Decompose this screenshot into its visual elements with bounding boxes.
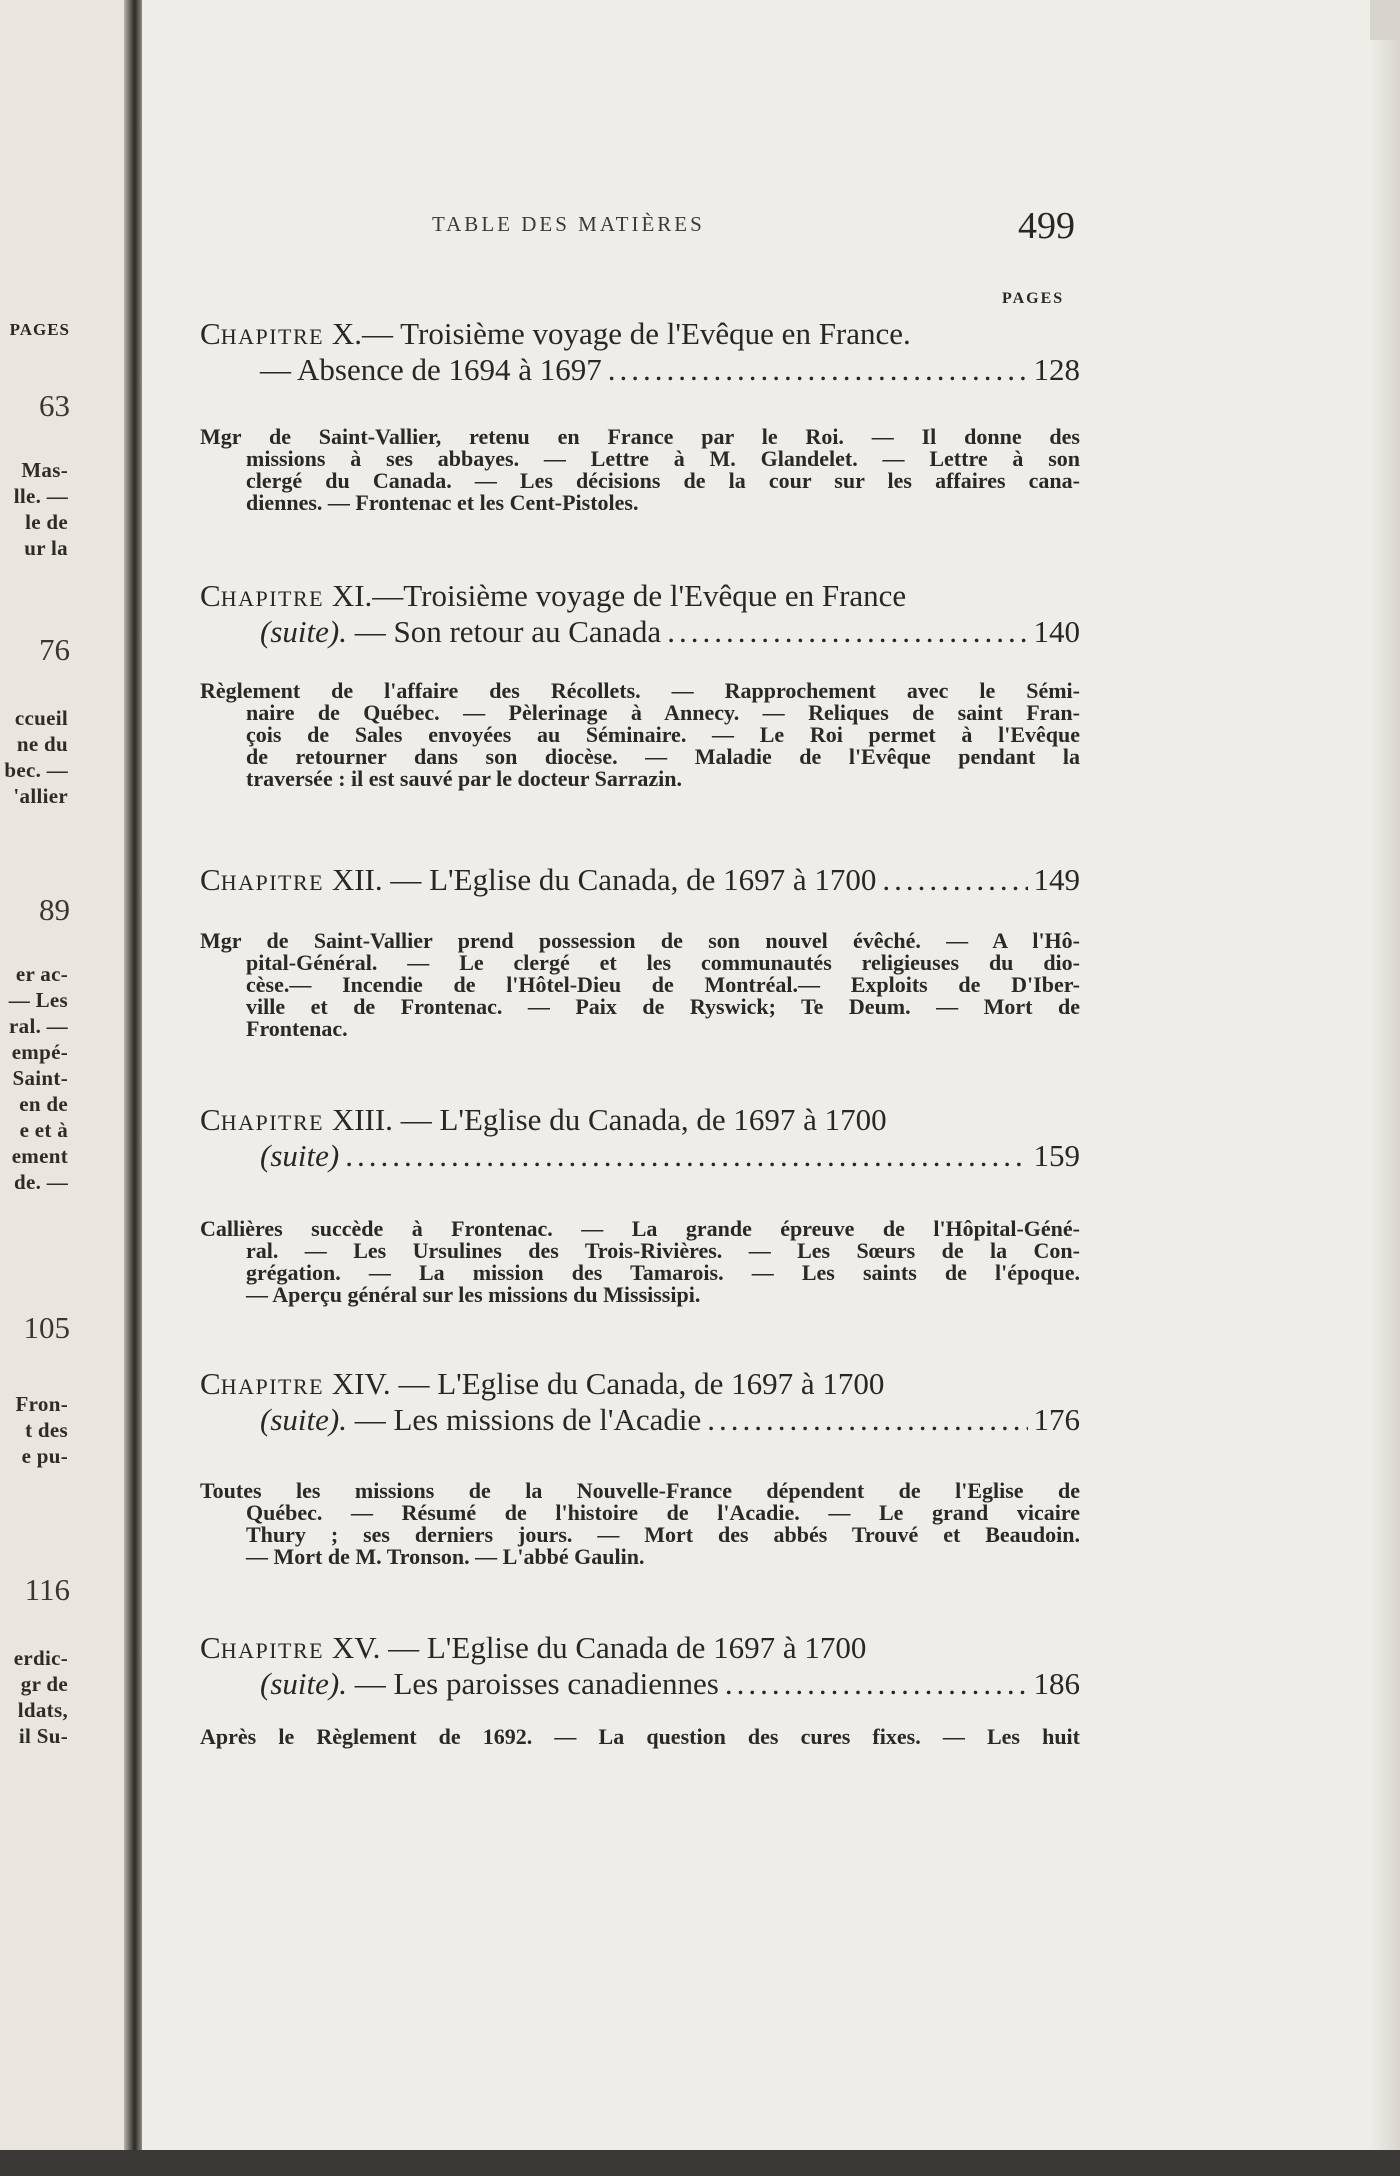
left-fragment: de. — xyxy=(14,1170,68,1194)
left-fragment: er ac- xyxy=(15,962,68,986)
left-page xyxy=(0,0,132,2150)
left-fragment: ral. — xyxy=(9,1014,68,1038)
left-fragment: ccueil xyxy=(14,706,68,730)
left-fragment: ldats, xyxy=(17,1698,68,1722)
left-fragment: 'allier xyxy=(13,784,68,808)
chapter-page-number: 149 xyxy=(1033,862,1080,897)
chapter-page-number: 176 xyxy=(1033,1402,1080,1437)
left-fragment: — Les xyxy=(8,988,68,1012)
chapter-heading-continued: (suite) ..... 159 xyxy=(260,1138,1080,1174)
chapter-heading: CHAPITRE X.— Troisième voyage de l'Evêque en France. xyxy=(200,316,911,351)
left-page-number: 116 xyxy=(24,1572,70,1607)
left-page-number: 105 xyxy=(23,1310,70,1345)
left-fragment: gr de xyxy=(20,1672,68,1696)
chapter-heading: CHAPITRE XII. — L'Eglise du Canada, de 1697 à 1700 ..... 149 xyxy=(200,862,1080,901)
bottom-shadow xyxy=(0,2150,1400,2176)
left-page-number: 76 xyxy=(39,632,70,667)
left-fragment: en de xyxy=(19,1092,68,1116)
left-fragment: Fron- xyxy=(15,1392,68,1416)
page-edge xyxy=(1370,40,1400,2150)
left-fragment: e pu- xyxy=(21,1444,68,1468)
left-fragment: Saint- xyxy=(12,1066,68,1090)
left-fragment: ement xyxy=(11,1144,68,1168)
chapter-heading-continued: (suite). — Les paroisses canadiennes ..... 186 xyxy=(260,1666,1080,1702)
chapter-page-number: 140 xyxy=(1033,614,1080,649)
left-fragment: erdic- xyxy=(13,1646,68,1670)
left-fragment: il Su- xyxy=(18,1724,68,1748)
chapter-heading-continued: (suite). — Les missions de l'Acadie ..... 176 xyxy=(260,1402,1080,1438)
chapter-page-number: 128 xyxy=(1033,352,1080,387)
left-fragment: le de xyxy=(25,510,68,534)
left-fragment: empé- xyxy=(11,1040,68,1064)
left-pages-label: PAGES xyxy=(9,320,70,339)
pages-column-label: PAGES xyxy=(1002,290,1065,307)
left-page-number: 63 xyxy=(39,388,70,423)
chapter-heading: CHAPITRE XIII. — L'Eglise du Canada, de 1697 à 1700 xyxy=(200,1102,887,1137)
chapter-heading-continued: (suite). — Son retour au Canada ..... 140 xyxy=(260,614,1080,650)
chapter-heading: CHAPITRE XI.—Troisième voyage de l'Evêque en France xyxy=(200,578,907,613)
chapter-summary: Règlement de l'affaire des Récollets. — Rapprochement avec le Sémi- naire de Québec. — Pèlerinage à Annecy. — Reliques de saint Fran- çois de Sales envoyées au Séminaire. — Le Roi permet à l'Evêque de retourner dans son diocèse. — Maladie de l'Evêque pendant la traversée : il est sauvé par le docteur Sarrazin. xyxy=(200,678,1080,791)
left-page-number: 89 xyxy=(39,892,70,927)
running-head: TABLE DES MATIÈRES xyxy=(432,212,705,236)
chapter-summary: Après le Règlement de 1692. — La question des cures fixes. — Les huit xyxy=(200,1724,1080,1749)
chapter-summary: Mgr de Saint-Vallier, retenu en France par le Roi. — Il donne des missions à ses abbayes. — Lettre à M. Glandelet. — Lettre à son clergé du Canada. — Les décisions de la cour sur les affaires cana- diennes. — Frontenac et les Cent-Pistoles. xyxy=(200,424,1080,515)
chapter-summary: Toutes les missions de la Nouvelle-France dépendent de l'Eglise de Québec. — Résumé de l'histoire de l'Acadie. — Le grand vicaire Thury ; ses derniers jours. — Mort des abbés Trouvé et Beaudoin. — Mort de M. Tronson. — L'abbé Gaulin. xyxy=(200,1478,1080,1569)
left-fragment: t des xyxy=(25,1418,68,1442)
left-fragment: Mas- xyxy=(21,458,68,482)
left-fragment: ur la xyxy=(24,536,68,560)
chapter-page-number: 159 xyxy=(1033,1138,1080,1173)
book-spine xyxy=(124,0,142,2150)
chapter-heading: CHAPITRE XV. — L'Eglise du Canada de 1697 à 1700 xyxy=(200,1630,867,1665)
chapter-heading: CHAPITRE XIV. — L'Eglise du Canada, de 1697 à 1700 xyxy=(200,1366,885,1401)
left-fragment: lle. — xyxy=(13,484,68,508)
chapter-summary: Mgr de Saint-Vallier prend possession de son nouvel évêché. — A l'Hô- pital-Général. — Le clergé et les communautés religieuses du dio- cèse.— Incendie de l'Hôtel-Dieu de Montréal.— Exploits de D'Iber- ville et de Frontenac. — Paix de Ryswick; Te Deum. — Mort de Frontenac. xyxy=(200,928,1080,1041)
chapter-heading-continued: — Absence de 1694 à 1697 ..... 128 xyxy=(260,352,1080,388)
left-fragment: ne du xyxy=(16,732,68,756)
left-fragment: e et à xyxy=(19,1118,68,1142)
chapter-summary: Callières succède à Frontenac. — La grande épreuve de l'Hôpital-Géné- ral. — Les Ursulines des Trois-Rivières. — Les Sœurs de la Con- grégation. — La mission des Tamarois. — Les saints de l'époque. — Aperçu général sur les missions du Mississipi. xyxy=(200,1216,1080,1307)
left-fragment: bec. — xyxy=(4,758,68,782)
page-number: 499 xyxy=(1018,205,1075,247)
chapter-page-number: 186 xyxy=(1033,1666,1080,1701)
